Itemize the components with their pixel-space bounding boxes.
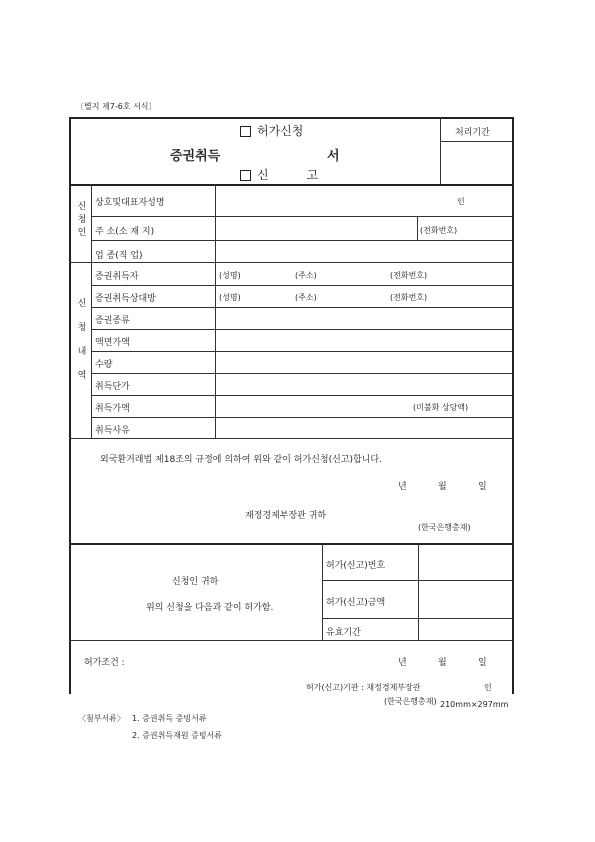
quantity-label: 수량 (95, 360, 113, 370)
approval-authority: 허가(신고)기관 : 재정경제부장관 (306, 683, 421, 692)
option-permit (240, 122, 303, 139)
checkbox-report[interactable] (240, 170, 251, 181)
attachments-label: 〈첨부서류〉 (78, 714, 125, 723)
approval-addressee: 신청인 귀하 (172, 577, 219, 587)
counterparty-name-sub: (성명) (219, 293, 241, 302)
approval-field-left (322, 543, 323, 640)
declaration-addressee-sub: (한국은행총재) (418, 523, 471, 532)
row-line-2 (91, 240, 512, 241)
option-report-label-a: 신 (257, 168, 269, 182)
acquirer-phone-sub: (전화번호) (390, 271, 428, 280)
acquirer-label: 증권취득자 (95, 272, 139, 282)
phone-divider (417, 216, 418, 240)
permit-amount-label: 허가(신고)금액 (326, 598, 386, 608)
conditions-label: 허가조건 : (84, 658, 125, 668)
seal-mark: 인 (457, 197, 465, 206)
counterparty-address-sub: (주소) (295, 293, 317, 302)
acquirer-address-sub: (주소) (295, 271, 317, 280)
security-type-label: 증권종류 (95, 316, 130, 326)
details-section-label: 신 청 내 역 (77, 299, 87, 381)
form-title-suffix: 서 (327, 149, 340, 164)
approval-field-line-1 (322, 580, 512, 581)
declaration-text: 외국환거래법 제18조의 규정에 의하여 위와 같이 허가신청(신고)합니다. (100, 455, 382, 465)
paper-size: 210mm×297mm (440, 700, 509, 709)
option-report (240, 166, 318, 183)
applicant-name-label: 상호및대표자성명 (95, 198, 165, 208)
counterparty-label: 증권취득상대방 (95, 294, 156, 304)
section-line-1 (69, 262, 513, 263)
approval-statement: 위의 신청을 다음과 같이 허가함. (146, 603, 274, 613)
row-line-8 (91, 395, 512, 396)
frame-left (69, 117, 71, 694)
approval-top-line (69, 543, 513, 545)
counterparty-phone-sub: (전화번호) (390, 293, 428, 302)
declaration-year: 년 (398, 482, 407, 492)
applicant-address-label: 주 소(소 재 지) (95, 227, 155, 237)
unit-price-label: 취득단가 (95, 382, 130, 392)
attachment-1: 1. 증권취득 증빙서류 (132, 714, 207, 723)
validity-period-label: 유효기간 (326, 628, 361, 638)
applicant-business-label: 업 종(직 업) (95, 251, 143, 261)
acquirer-name-sub: (성명) (219, 271, 241, 280)
option-permit-label: 허가신청 (257, 124, 304, 138)
attachment-2: 2. 증권취득재원 증빙서류 (132, 731, 222, 740)
acquisition-reason-label: 취득사유 (95, 426, 130, 436)
row-line-6 (91, 351, 512, 352)
applicant-phone-label: (전화번호) (420, 226, 458, 235)
declaration-addressee: 재정경제부장관 귀하 (245, 511, 327, 521)
processing-line (440, 141, 512, 142)
row-line-3 (91, 285, 512, 286)
option-report-label-b: 고 (306, 168, 319, 182)
form-code: 〔별지 제7-6호 서식〕 (76, 102, 157, 111)
checkbox-permit[interactable] (240, 126, 251, 137)
label-column-divider (215, 184, 216, 438)
permit-number-label: 허가(신고)번호 (326, 561, 386, 571)
approval-field-divider (418, 543, 419, 640)
acquisition-value-label: 취득가액 (95, 404, 130, 414)
frame-top (69, 117, 513, 119)
section-line-2 (69, 438, 513, 439)
approval-month: 월 (438, 658, 447, 668)
face-value-label: 액면가액 (95, 338, 130, 348)
header-bottom-line (69, 184, 513, 186)
row-line-5 (91, 329, 512, 330)
row-line-1 (91, 216, 512, 217)
frame-right (512, 117, 514, 694)
row-line-9 (91, 417, 512, 418)
usd-equivalent-note: (미불화 상당액) (413, 403, 469, 412)
applicant-section-label: 신 청 인 (77, 202, 87, 238)
approval-field-line-2 (322, 618, 512, 619)
declaration-day: 일 (478, 482, 487, 492)
processing-divider (440, 117, 441, 184)
row-line-7 (91, 373, 512, 374)
row-line-4 (91, 307, 512, 308)
approval-day: 일 (478, 658, 487, 668)
form-title: 증권취득 (170, 149, 221, 164)
approval-year: 년 (398, 658, 407, 668)
declaration-month: 월 (438, 482, 447, 492)
authority-seal: 인 (484, 683, 492, 692)
section-label-divider (91, 184, 92, 438)
approval-authority-sub: (한국은행총재) (384, 697, 437, 706)
approval-fields-bottom (69, 640, 513, 641)
processing-period-label: 처리기간 (455, 128, 490, 138)
